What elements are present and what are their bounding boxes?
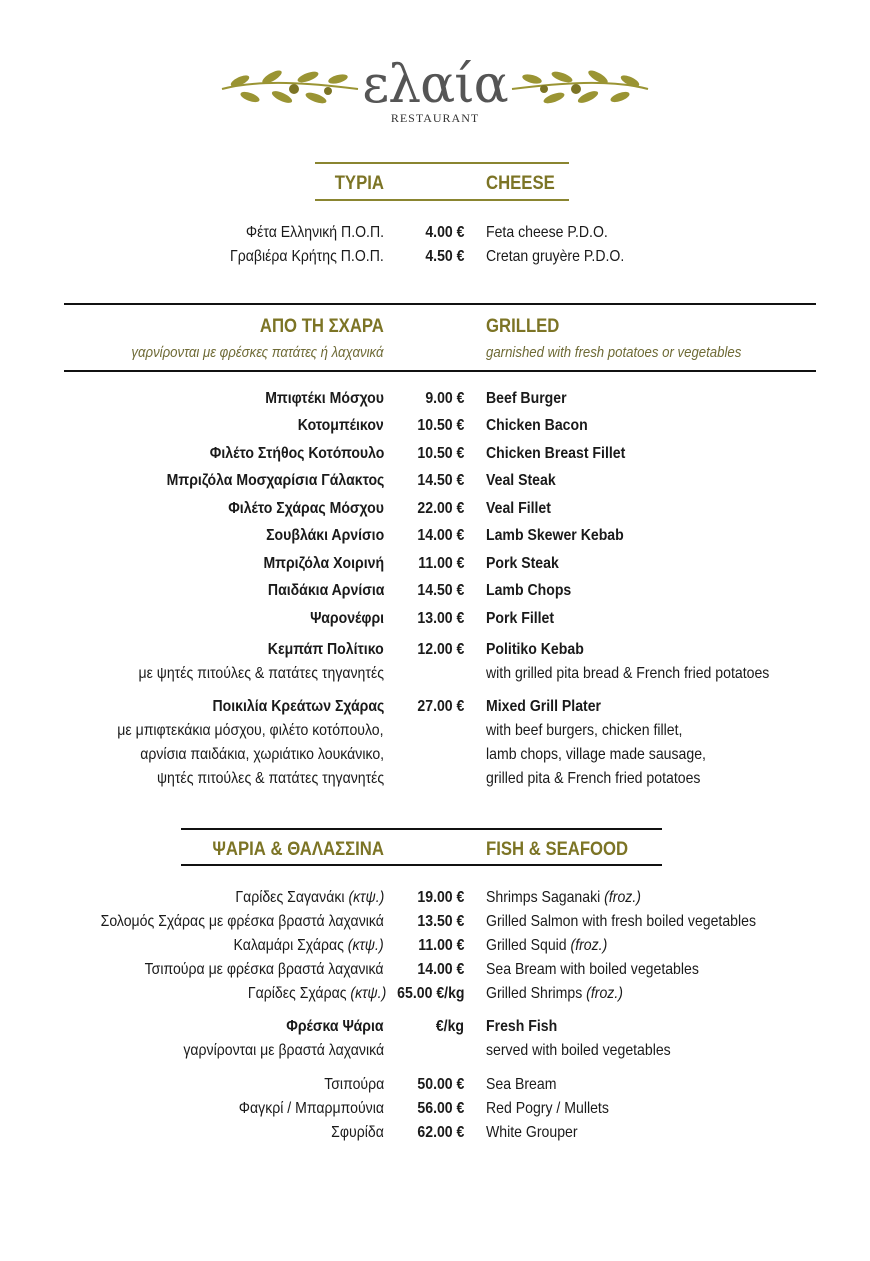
- fish-bottom-rule: [181, 864, 662, 866]
- item-price: 10.50 €: [417, 445, 464, 462]
- menu-item: [0, 913, 870, 935]
- item-price: 4.50 €: [424, 248, 464, 265]
- grilled-title-gr: ΑΠΟ ΤΗ ΣΧΑΡΑ: [260, 316, 384, 337]
- item-name-gr: Τσιπούρα με φρέσκα βραστά λαχανικά: [145, 961, 384, 978]
- menu-item: [0, 1100, 870, 1122]
- menu-item-kebab: [0, 641, 870, 663]
- menu-item: [0, 961, 870, 983]
- item-name-gr: Φιλέτο Στήθος Κοτόπουλο: [209, 445, 384, 462]
- item-name-gr: Φαγκρί / Μπαρμπούνια: [238, 1100, 384, 1117]
- menu-item: [0, 610, 870, 632]
- item-price: 11.00 €: [417, 555, 464, 572]
- item-price: 50.00 €: [417, 1076, 464, 1093]
- item-price: 4.00 €: [424, 224, 464, 241]
- item-name-en: Grilled Squid (froz.): [486, 937, 608, 954]
- olive-branch-left-icon: [220, 65, 360, 111]
- item-name-gr: Κοτομπέικον: [297, 417, 384, 434]
- grilled-title-en: GRILLED: [486, 316, 560, 337]
- item-name-en: Grilled Salmon with fresh boiled vegetables: [486, 913, 757, 930]
- menu-item: [0, 1124, 870, 1146]
- item-name-en: Sea Bream with boiled vegetables: [486, 961, 699, 978]
- item-name-en: White Grouper: [486, 1124, 578, 1141]
- item-name-en: Pork Steak: [486, 555, 559, 572]
- item-name-gr: Παιδάκια Αρνίσια: [267, 582, 384, 599]
- menu-item: [0, 390, 870, 412]
- item-name-gr: Σφυρίδα: [331, 1124, 384, 1141]
- item-name-en: Veal Steak: [486, 472, 556, 489]
- item-name-en: Mixed Grill Plater: [486, 698, 602, 715]
- item-price: 56.00 €: [417, 1100, 464, 1117]
- menu-item: [0, 889, 870, 911]
- item-name-en: Red Pogry / Mullets: [486, 1100, 609, 1117]
- item-name-en: Fresh Fish: [486, 1018, 558, 1035]
- menu-item: [0, 527, 870, 549]
- menu-item: [0, 248, 870, 270]
- item-price: 14.00 €: [417, 527, 464, 544]
- item-name-en: Lamb Skewer Kebab: [486, 527, 624, 544]
- item-price: 14.50 €: [417, 472, 464, 489]
- item-price: 27.00 €: [417, 698, 464, 715]
- item-name-en: Shrimps Saganaki (froz.): [486, 889, 641, 906]
- item-price: 22.00 €: [417, 500, 464, 517]
- item-name-en: Politiko Kebab: [486, 641, 584, 658]
- item-price: 9.00 €: [424, 390, 464, 407]
- item-name-gr: Κεμπάπ Πολίτικο: [268, 641, 384, 658]
- grilled-subtitle-en: garnished with fresh potatoes or vegetables: [486, 344, 742, 361]
- menu-item: [0, 500, 870, 522]
- fish-title-gr: ΨΑΡΙΑ & ΘΑΛΑΣΣΙΝΑ: [212, 839, 384, 860]
- item-name-gr: Μπριζόλα Μοσχαρίσια Γάλακτος: [166, 472, 384, 489]
- menu-item: [0, 224, 870, 246]
- item-description-en: with beef burgers, chicken fillet,: [486, 722, 683, 739]
- item-name-en: Feta cheese P.D.O.: [486, 224, 608, 241]
- item-name-en: Beef Burger: [486, 390, 567, 407]
- item-price: 13.00 €: [417, 610, 464, 627]
- item-name-gr: Ποικιλία Κρεάτων Σχάρας: [212, 698, 384, 715]
- menu-item: [0, 985, 870, 1007]
- item-description-en: served with boiled vegetables: [486, 1042, 671, 1059]
- cheese-bottom-rule: [315, 199, 569, 201]
- grilled-top-rule: [64, 303, 816, 305]
- grilled-bottom-rule: [64, 370, 816, 372]
- item-name-gr: Γαρίδες Σχάρας (κτψ.): [247, 985, 386, 1002]
- menu-item: [0, 472, 870, 494]
- item-price-unit: €/kg: [435, 1018, 464, 1035]
- item-name-gr: Γραβιέρα Κρήτης Π.Ο.Π.: [230, 248, 384, 265]
- item-name-gr: Σουβλάκι Αρνίσιο: [265, 527, 384, 544]
- item-name-gr: Γαρίδες Σαγανάκι (κτψ.): [235, 889, 384, 906]
- item-description-gr: με ψητές πιτούλες & πατάτες τηγανητές: [138, 665, 384, 682]
- item-name-en: Sea Bream: [486, 1076, 557, 1093]
- item-price: 65.00 €/kg: [396, 985, 464, 1002]
- cheese-title-en: CHEESE: [486, 173, 555, 194]
- grilled-subtitle-gr: γαρνίρονται με φρέσκες πατάτες ή λαχανικά: [131, 344, 384, 361]
- cheese-title-gr: ΤΥΡΙΑ: [334, 173, 384, 194]
- olive-branch-right-icon: [510, 65, 650, 111]
- menu-item-fresh-fish: [0, 1018, 870, 1040]
- item-description-gr: αρνίσια παιδάκια, χωριάτικο λουκάνικο,: [140, 746, 384, 763]
- item-name-en: Chicken Bacon: [486, 417, 588, 434]
- item-price: 62.00 €: [417, 1124, 464, 1141]
- item-description-gr: γαρνίρονται με βραστά λαχανικά: [183, 1042, 384, 1059]
- menu-item-mixed-grill: [0, 698, 870, 720]
- item-name-gr: Τσιπούρα: [323, 1076, 384, 1093]
- item-price: 13.50 €: [417, 913, 464, 930]
- item-name-gr: Φιλέτο Σχάρας Μόσχου: [228, 500, 384, 517]
- item-name-en: Grilled Shrimps (froz.): [486, 985, 623, 1002]
- menu-item: [0, 555, 870, 577]
- menu-item: [0, 445, 870, 467]
- item-name-en: Chicken Breast Fillet: [486, 445, 626, 462]
- item-name-gr: Καλαμάρι Σχάρας (κτψ.): [233, 937, 384, 954]
- menu-item: [0, 417, 870, 439]
- brand-subtitle: RESTAURANT: [390, 111, 480, 125]
- item-name-gr: Μπιφτέκι Μόσχου: [265, 390, 384, 407]
- item-price: 12.00 €: [417, 641, 464, 658]
- item-description-en: lamb chops, village made sausage,: [486, 746, 706, 763]
- item-price: 19.00 €: [417, 889, 464, 906]
- item-description-gr: με μπιφτεκάκια μόσχου, φιλέτο κοτόπουλο,: [117, 722, 384, 739]
- item-price: 14.00 €: [417, 961, 464, 978]
- restaurant-logo: [0, 55, 870, 135]
- fish-title-en: FISH & SEAFOOD: [486, 839, 629, 860]
- item-price: 10.50 €: [417, 417, 464, 434]
- item-price: 14.50 €: [417, 582, 464, 599]
- item-name-gr: Ψαρονέφρι: [310, 610, 384, 627]
- item-name-gr: Σολομός Σχάρας με φρέσκα βραστά λαχανικά: [100, 913, 384, 930]
- item-description-en: with grilled pita bread & French fried potatoes: [486, 665, 770, 682]
- item-name-gr: Φέτα Ελληνική Π.Ο.Π.: [245, 224, 384, 241]
- item-name-gr: Φρέσκα Ψάρια: [286, 1018, 384, 1035]
- item-name-en: Veal Fillet: [486, 500, 551, 517]
- item-description-gr: ψητές πιτούλες & πατάτες τηγανητές: [156, 770, 384, 787]
- menu-item: [0, 1076, 870, 1098]
- cheese-top-rule: [315, 162, 569, 164]
- fish-top-rule: [181, 828, 662, 830]
- item-name-en: Cretan gruyère P.D.O.: [486, 248, 625, 265]
- brand-name: ελαία: [362, 55, 508, 115]
- item-name-en: Pork Fillet: [486, 610, 555, 627]
- menu-item: [0, 582, 870, 604]
- item-description-en: grilled pita & French fried potatoes: [486, 770, 701, 787]
- item-name-gr: Μπριζόλα Χοιρινή: [263, 555, 384, 572]
- item-name-en: Lamb Chops: [486, 582, 572, 599]
- item-price: 11.00 €: [417, 937, 464, 954]
- menu-item: [0, 937, 870, 959]
